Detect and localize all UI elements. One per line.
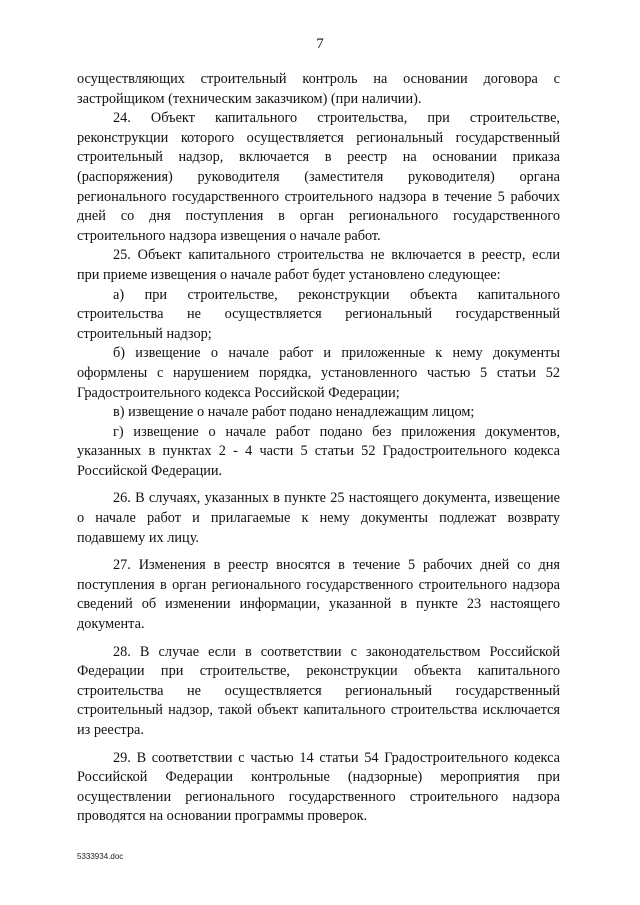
paragraph-item-28: 28. В случае если в соответствии с законодательством Российской Федерации при строительстве, реконструкции объекта капитального строительства не осуществляется региональный государственный строительный надзор, такой объект капитального строительства исключается из реестра. (77, 643, 560, 738)
subitem-a: а) при строительстве, реконструкции объекта капитального строительства не осуществляется региональный государственный строительный надзор; (77, 286, 560, 342)
paragraph-item-26: 26. В случаях, указанных в пункте 25 настоящего документа, извещение о начале работ и прилагаемые к нему документы подлежат возврату подавшему их лицу. (77, 490, 560, 546)
paragraph-item-24: 24. Объект капитального строительства, при строительстве, реконструкции которого осуществляется региональный государственный строительный надзор, включается в реестр на основании приказа (распоряжения) руководителя (заместителя руководителя) органа регионального государственного строительного надзора в течение 5 рабочих дней со дня поступления в орган регионального государственного строительного надзора извещения о начале работ. (77, 110, 560, 244)
paragraph-item-29: 29. В соответствии с частью 14 статьи 54 Градостроительного кодекса Российской Федерации контрольные (надзорные) мероприятия при осуществлении регионального государственного строительного надзора проводятся на основании программы проверок. (77, 749, 560, 825)
footer-file-name: 5333934.doc (77, 852, 124, 861)
paragraph-continuation: осуществляющих строительный контроль на основании договора с застройщиком (техническим заказчиком) (при наличии). (77, 71, 560, 107)
document-body (77, 70, 560, 827)
subitem-v: в) извещение о начале работ подано ненадлежащим лицом; (113, 404, 475, 421)
subitem-g: г) извещение о начале работ подано без приложения документов, указанных в пунктах 2 - 4 части 5 статьи 52 Градостроительного кодекса Российской Федерации. (77, 423, 560, 479)
subitem-b: б) извещение о начале работ и приложенные к нему документы оформлены с нарушением порядка, установленного частью 5 статьи 52 Градостроительного кодекса Российской Федерации; (77, 345, 560, 401)
paragraph-item-25: 25. Объект капитального строительства не включается в реестр, если при приеме извещения о начале работ будет установлено следующее: (77, 247, 560, 283)
page-number: 7 (316, 36, 324, 52)
paragraph-item-27: 27. Изменения в реестр вносятся в течение 5 рабочих дней со дня поступления в орган регионального государственного строительного надзора сведений об изменении информации, указанной в пункте 23 настоящего документа. (77, 557, 560, 633)
